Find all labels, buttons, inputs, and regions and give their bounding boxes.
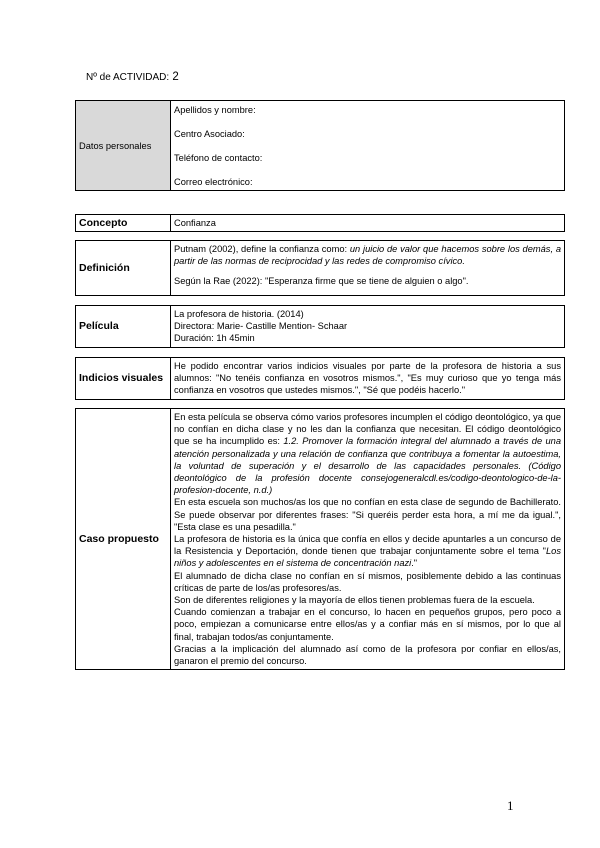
- personal-data-table: [75, 100, 565, 191]
- case-p3-text: La profesora de historia es la única que confía en ellos y decide apuntarles a un concurso de la Resistencia y Deportación, donde tienen que trabajar conjuntamente sobre el tema ": [174, 534, 561, 557]
- personal-data-label: Datos personales: [76, 101, 171, 191]
- case-p1-text: En esta película se observa cómo varios profesores incumplen el código deontológico, ya que no confían en dicha clase y no les dan la confianza que necesitan. El código deontológico que se ha incumplido es:: [174, 412, 561, 447]
- activity-label: Nº de ACTIVIDAD:: [86, 72, 170, 83]
- case-p3: [174, 533, 561, 570]
- field-name: Apellidos y nombre:: [174, 105, 256, 115]
- case-p1-code: 1.2. Promover la formación integral del alumnado a través de una atención personalizada y una relación de confianza que contribuya a fomentar la autoestima, la voluntad de superación y el desarrollo de las capacidades personales. (Código deontológico de la profesión docente consejogeneralcdl.es/codigo-deontologico-de-la-profesion-docente, n.d.): [174, 436, 561, 496]
- case-text: [171, 409, 565, 670]
- case-p2: En esta escuela son muchos/as los que no confían en esta clase de segundo de Bachillerato. Se puede observar por diferentes frases: "Si queréis perder esta hora, a mí me da igual.", "Esta clase es una pesadilla.": [174, 497, 561, 532]
- concept-table: [75, 214, 565, 232]
- definition-table: [75, 240, 565, 296]
- film-duration: Duración: 1h 45min: [174, 333, 255, 344]
- case-p3-end: .": [411, 558, 418, 569]
- visual-cues-text: He podido encontrar varios indicios visuales por parte de la profesora de historia a sus alumnos: "No tenéis confianza en vosotros mismos.", "Es muy curioso que yo tenga más confianza en vosotros que ustedes mismos.", "Sé que podéis hacerlo.": [171, 358, 565, 400]
- page-number: 1: [507, 798, 514, 813]
- definition-p1-quote: un juicio de valor que hacemos sobre los demás, a partir de las normas de reciprocidad y las redes de compromiso cívico.: [174, 244, 561, 267]
- film-table: [75, 305, 565, 348]
- field-phone: Teléfono de contacto:: [174, 153, 263, 163]
- concept-label: Concepto: [76, 215, 171, 232]
- field-center: Centro Asociado:: [174, 129, 245, 139]
- visual-cues-label: Indicios visuales: [76, 358, 171, 400]
- case-p7: Gracias a la implicación del alumnado así como de la profesora por confiar en ellos/as, ganaron el premio del concurso.: [174, 643, 561, 667]
- personal-data-fields: [171, 101, 565, 191]
- definition-label: Definición: [76, 241, 171, 296]
- activity-header: [86, 71, 179, 83]
- activity-number: 2: [172, 71, 179, 83]
- film-info: [171, 306, 565, 348]
- visual-cues-table: [75, 357, 565, 400]
- definition-p1-text: Putnam (2002), define la confianza como:: [174, 244, 350, 254]
- film-director: Directora: Marie- Castille Mention- Schaar: [174, 321, 348, 332]
- case-label: Caso propuesto: [76, 409, 171, 670]
- definition-p2: Según la Rae (2022): "Esperanza firme que se tiene de alguien o algo".: [174, 276, 469, 287]
- case-table: [75, 408, 565, 670]
- case-p6: Cuando comienzan a trabajar en el concurso, lo hacen en pequeños grupos, pero poco a poco, empiezan a comunicarse entre ellos/as y a confiar más en sí mismos, por lo que al final, trabajan todos/as conjuntamente.: [174, 607, 561, 642]
- concept-value: Confianza: [171, 215, 565, 232]
- film-title: La profesora de historia. (2014): [174, 309, 304, 319]
- case-p4: El alumnado de dicha clase no confían en sí mismos, posiblemente debido a las continuas críticas de parte de los/as profesores/as.: [174, 570, 561, 593]
- film-label: Película: [76, 306, 171, 348]
- definition-p1: [174, 243, 561, 267]
- case-p1: [174, 411, 561, 496]
- field-email: Correo electrónico:: [174, 177, 253, 187]
- case-p3-topic: Los niños y adolescentes en el sistema de concentración nazi: [174, 546, 561, 569]
- case-p5: Son de diferentes religiones y la mayoría de ellos tienen problemas fuera de la escuela.: [174, 595, 535, 606]
- definition-text: [171, 241, 565, 296]
